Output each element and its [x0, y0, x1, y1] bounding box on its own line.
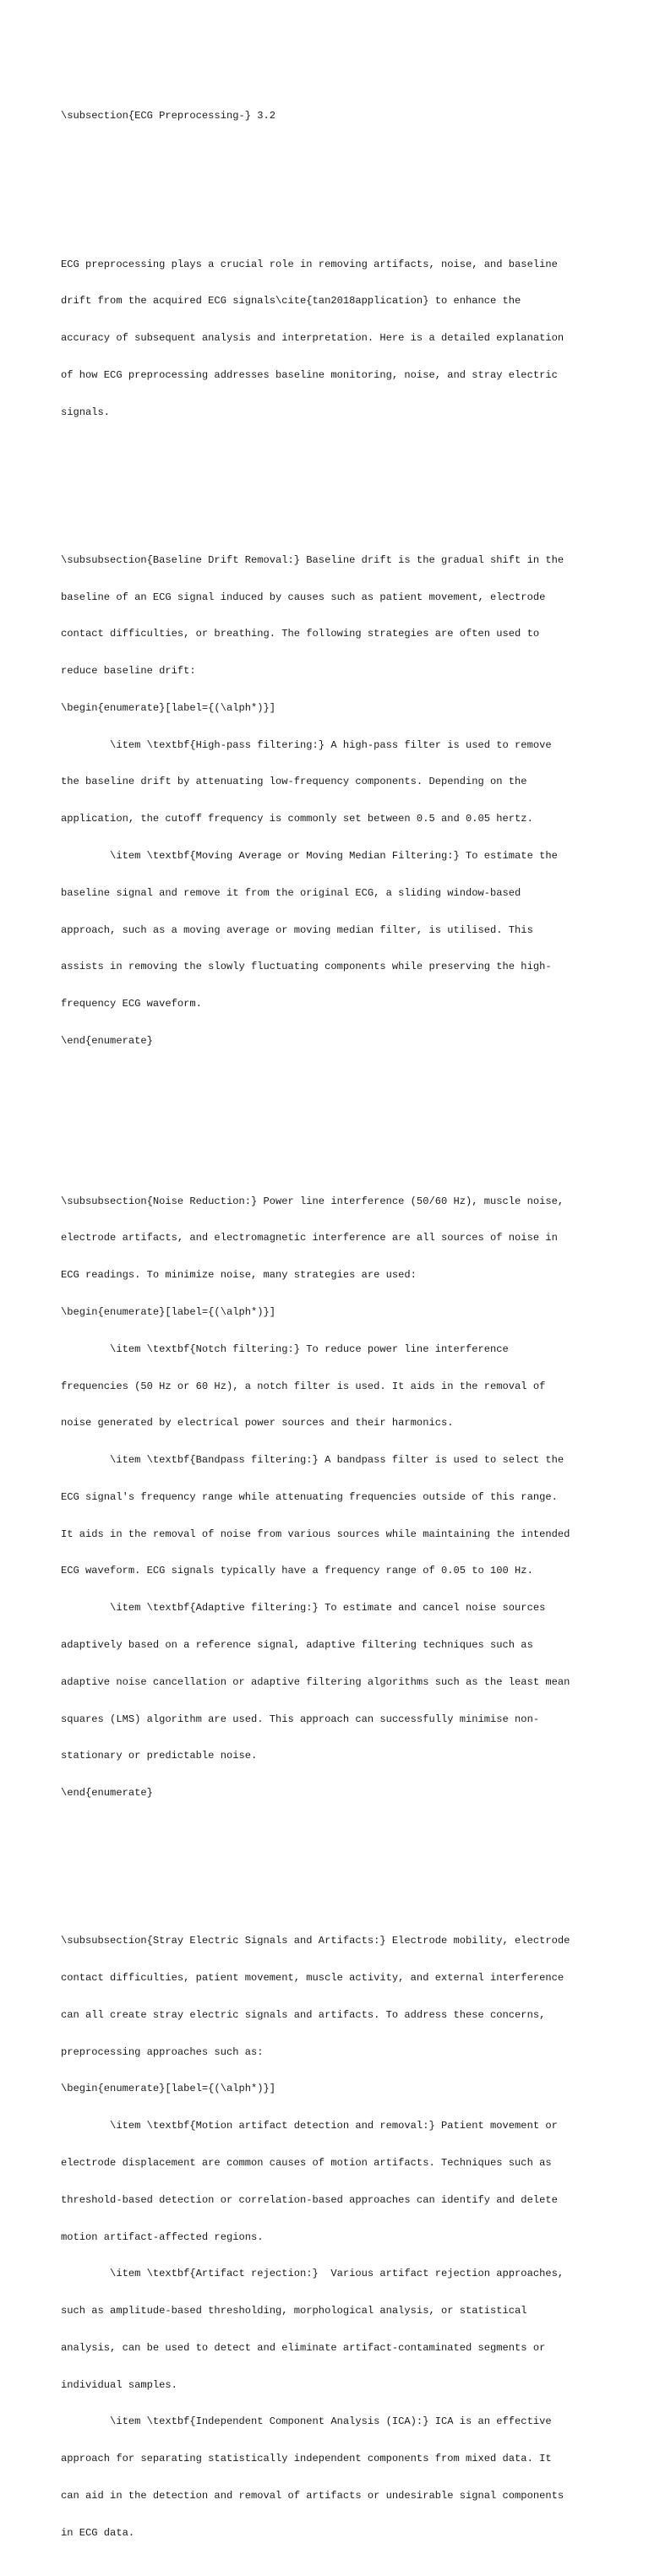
text-line: ECG preprocessing plays a crucial role in removing artifacts, noise, and baseline [61, 258, 558, 270]
text-line: \item \textbf{Adaptive filtering:} To estimate and cancel noise sources [61, 1602, 546, 1615]
text-line: electrode displacement are common causes of motion artifacts. Techniques such as [61, 2156, 552, 2169]
text-line: stationary or predictable noise. [61, 1750, 258, 1762]
text-line: electrode artifacts, and electromagnetic interference are all sources of noise in [61, 1232, 558, 1244]
text-line: adaptively based on a reference signal, adaptive filtering techniques such as [61, 1639, 533, 1651]
text-line: \item \textbf{Moving Average or Moving Median Filtering:} To estimate the [61, 850, 558, 862]
spacer [61, 1108, 593, 1133]
text-line: \item \textbf{High-pass filtering:} A high-pass filter is used to remove [61, 738, 552, 751]
text-line: accuracy of subsequent analysis and interpretation. Here is a detailed explanation [61, 332, 564, 345]
text-line: can aid in the detection and removal of artifacts or undesirable signal components [61, 2489, 564, 2502]
text-line: \item \textbf{Artifact rejection:} Various artifact rejection approaches, [61, 2268, 564, 2280]
section-heading [61, 85, 593, 147]
text-line: \item \textbf{Notch filtering:} To reduce power line interference [61, 1342, 509, 1355]
text-line: \item \textbf{Independent Component Analysis (ICA):} ICA is an effective [61, 2415, 552, 2428]
text-line: assists in removing the slowly fluctuating components while preserving the high- [61, 961, 552, 973]
text-line: ECG waveform. ECG signals typically have a frequency range of 0.05 to 100 Hz. [61, 1565, 533, 1577]
text-line: It aids in the removal of noise from various sources while maintaining the intended [61, 1528, 570, 1540]
text-line: \end{enumerate} [61, 1034, 153, 1047]
text-line: baseline of an ECG signal induced by causes such as patient movement, electrode [61, 591, 546, 603]
text-line: frequencies (50 Hz or 60 Hz), a notch filter is used. It aids in the removal of [61, 1380, 546, 1392]
text-line: drift from the acquired ECG signals\cite{tan2018application} to enhance the [61, 295, 521, 308]
text-line: individual samples. [61, 2378, 177, 2391]
text-line: squares (LMS) algorithm are used. This approach can successfully minimise non- [61, 1713, 540, 1725]
text-line: \subsubsection{Noise Reduction:} Power line interference (50/60 Hz), muscle noise, [61, 1195, 564, 1207]
text-line: \subsubsection{Baseline Drift Removal:} Baseline drift is the gradual shift in the [61, 553, 564, 566]
text-line: the baseline drift by attenuating low-frequency components. Depending on the [61, 776, 527, 788]
stray-signals-section [61, 1910, 593, 2563]
text-line: approach, such as a moving average or moving median filter, is utilised. This [61, 923, 533, 936]
text-line: \item \textbf{Motion artifact detection and removal:} Patient movement or [61, 2120, 558, 2132]
text-line: such as amplitude-based thresholding, morphological analysis, or statistical [61, 2305, 527, 2317]
document-page [61, 61, 593, 2576]
text-line: \begin{enumerate}[label={(\alph*)}] [61, 1305, 276, 1318]
spacer [61, 184, 593, 197]
text-line: contact difficulties, patient movement, muscle activity, and external interference [61, 1972, 564, 1985]
text-line: in ECG data. [61, 2526, 135, 2539]
text-line: reduce baseline drift: [61, 665, 196, 678]
text-line: adaptive noise cancellation or adaptive filtering algorithms such as the least mean [61, 1675, 570, 1688]
text-line: threshold-based detection or correlation-based approaches can identify and delete [61, 2193, 558, 2206]
text-line: \subsection{ECG Preprocessing-} 3.2 [61, 110, 276, 123]
text-line: can all create stray electric signals and artifacts. To address these concerns, [61, 2008, 546, 2021]
text-line: \subsubsection{Stray Electric Signals and Artifacts:} Electrode mobility, electrode [61, 1935, 570, 1947]
text-line: of how ECG preprocessing addresses baseline monitoring, noise, and stray electric [61, 368, 558, 381]
text-line: ECG signal's frequency range while attenuating frequencies outside of this range. [61, 1490, 558, 1503]
intro-paragraph [61, 233, 593, 443]
text-line: analysis, can be used to detect and eliminate artifact-contaminated segments or [61, 2341, 546, 2354]
text-line: \item \textbf{Bandpass filtering:} A bandpass filter is used to select the [61, 1454, 564, 1467]
noise-reduction-section [61, 1170, 593, 1823]
text-line: \begin{enumerate}[label={(\alph*)}] [61, 2083, 276, 2095]
spacer [61, 480, 593, 493]
text-line: preprocessing approaches such as: [61, 2045, 264, 2058]
text-line: motion artifact-affected regions. [61, 2230, 264, 2243]
text-line: noise generated by electrical power sources and their harmonics. [61, 1417, 454, 1430]
text-line: application, the cutoff frequency is commonly set between 0.5 and 0.05 hertz. [61, 813, 533, 825]
text-line: approach for separating statistically independent components from mixed data. It [61, 2453, 552, 2465]
text-line: contact difficulties, or breathing. The following strategies are often used to [61, 628, 540, 640]
text-line: ECG readings. To minimize noise, many strategies are used: [61, 1269, 417, 1282]
text-line: \end{enumerate} [61, 1787, 153, 1800]
baseline-drift-section [61, 530, 593, 1072]
text-line: \begin{enumerate}[label={(\alph*)}] [61, 701, 276, 714]
text-line: frequency ECG waveform. [61, 998, 202, 1010]
text-line: baseline signal and remove it from the original ECG, a sliding window-based [61, 886, 521, 899]
text-line: signals. [61, 406, 111, 418]
spacer [61, 1861, 593, 1874]
